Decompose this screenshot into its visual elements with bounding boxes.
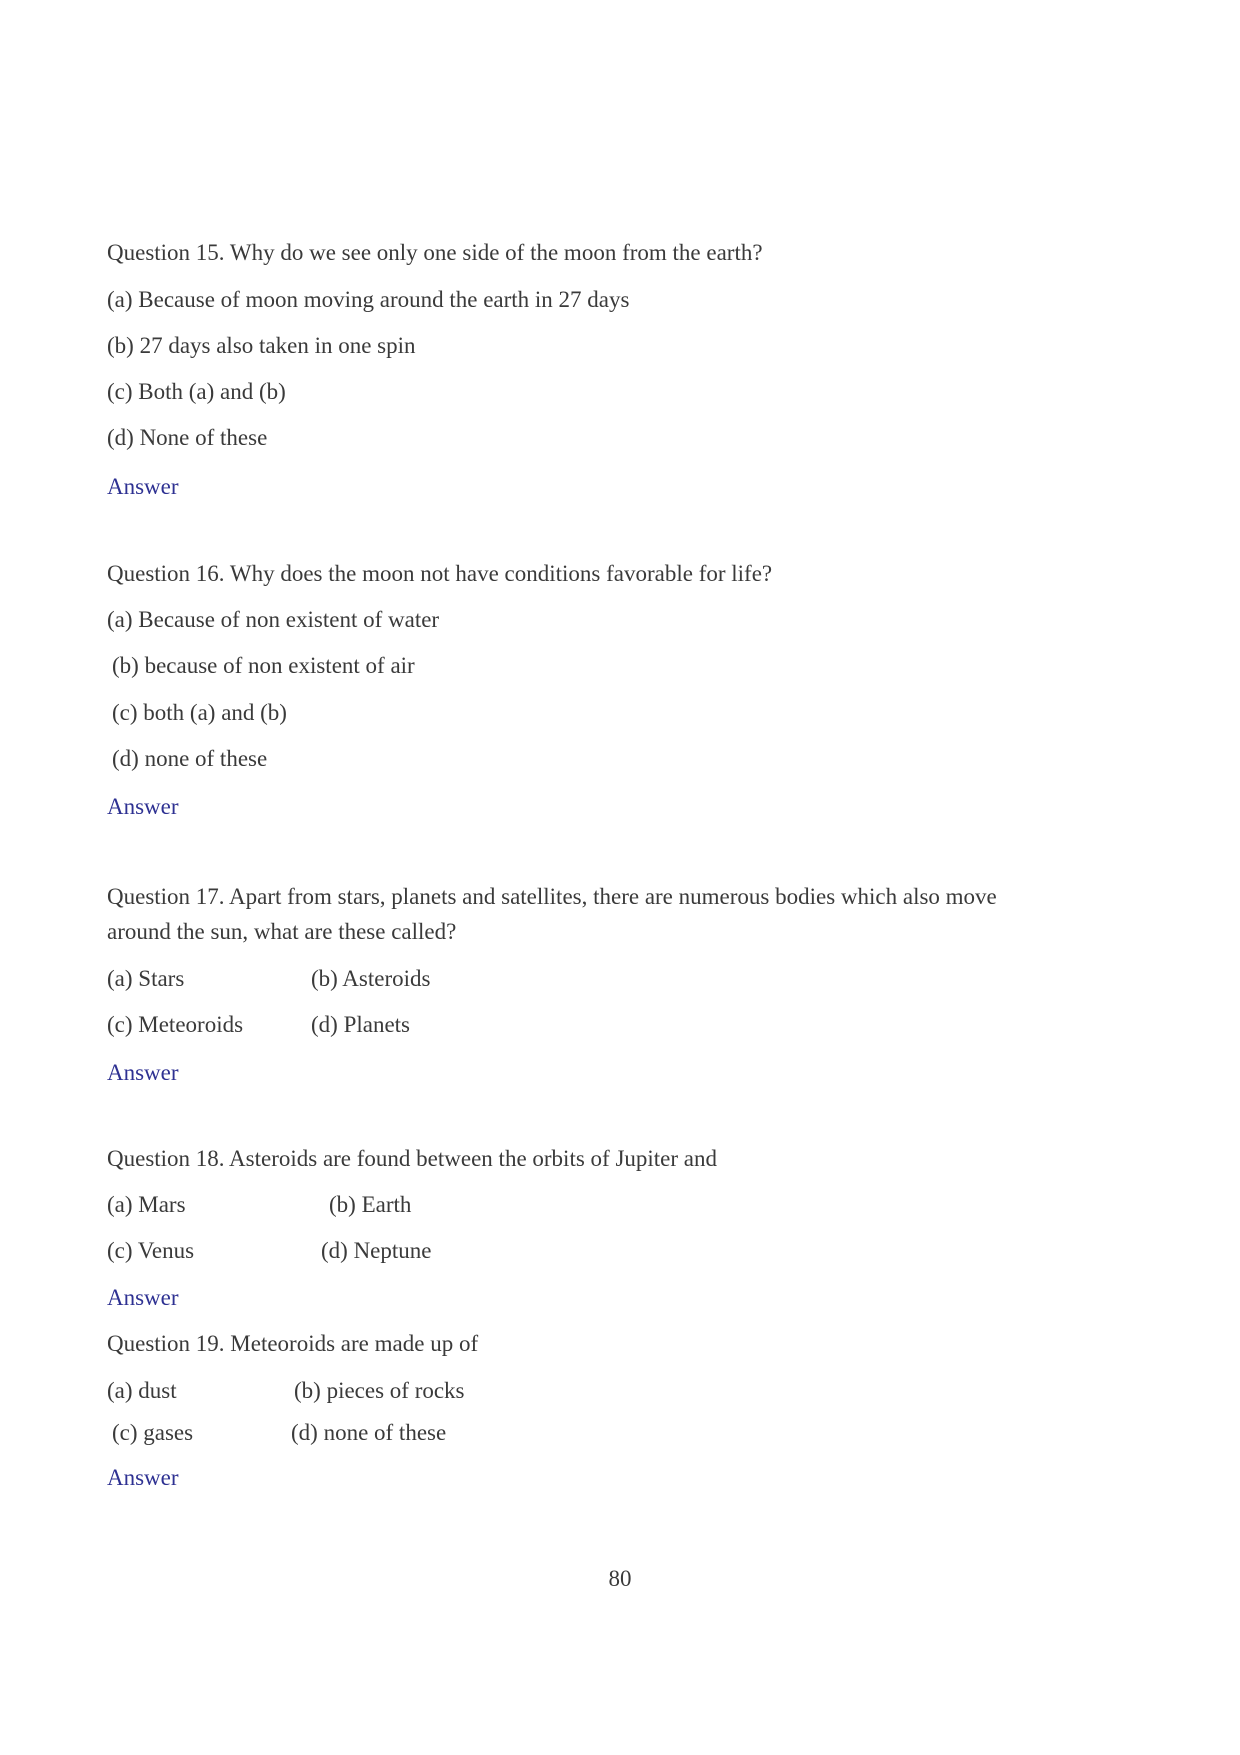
question-15-answer-link[interactable]: Answer: [107, 474, 179, 499]
question-17-option-d: (d) Planets: [311, 1012, 411, 1037]
question-15-option-c: (c) Both (a) and (b): [107, 379, 286, 404]
question-17-text-line-2: around the sun, what are these called?: [107, 919, 457, 944]
question-16-answer-link[interactable]: Answer: [107, 794, 179, 819]
question-17-text-line-1: Question 17. Apart from stars, planets and satellites, there are numerous bodies which also move: [107, 884, 997, 909]
question-19-option-b: (b) pieces of rocks: [294, 1378, 465, 1403]
question-17-option-c: (c) Meteoroids: [107, 1012, 244, 1037]
question-17-option-b: (b) Asteroids: [311, 966, 431, 991]
question-19-option-d: (d) none of these: [291, 1420, 447, 1445]
question-15-option-a: (a) Because of moon moving around the earth in 27 days: [107, 287, 630, 312]
question-16-option-a: (a) Because of non existent of water: [107, 607, 440, 632]
question-18-option-a: (a) Mars: [107, 1192, 186, 1217]
question-19-option-c: (c) gases: [112, 1420, 194, 1445]
page-number: 80: [608, 1566, 632, 1591]
question-18-text: Question 18. Asteroids are found between the orbits of Jupiter and: [107, 1146, 718, 1171]
question-16-option-d: (d) none of these: [112, 746, 268, 771]
question-16-option-c: (c) both (a) and (b): [112, 700, 287, 725]
question-17-option-a: (a) Stars: [107, 966, 185, 991]
question-19-answer-link[interactable]: Answer: [107, 1465, 179, 1490]
question-16-text: Question 16. Why does the moon not have conditions favorable for life?: [107, 561, 773, 586]
question-18-option-b: (b) Earth: [329, 1192, 412, 1217]
question-17-answer-link[interactable]: Answer: [107, 1060, 179, 1085]
question-15-option-d: (d) None of these: [107, 425, 268, 450]
question-19-text: Question 19. Meteoroids are made up of: [107, 1331, 479, 1356]
question-18-answer-link[interactable]: Answer: [107, 1285, 179, 1310]
question-16-option-b: (b) because of non existent of air: [112, 653, 415, 678]
question-15-text: Question 15. Why do we see only one side of the moon from the earth?: [107, 240, 763, 265]
question-18-option-d: (d) Neptune: [321, 1238, 432, 1263]
question-19-option-a: (a) dust: [107, 1378, 177, 1403]
question-15-option-b: (b) 27 days also taken in one spin: [107, 333, 416, 358]
question-18-option-c: (c) Venus: [107, 1238, 195, 1263]
